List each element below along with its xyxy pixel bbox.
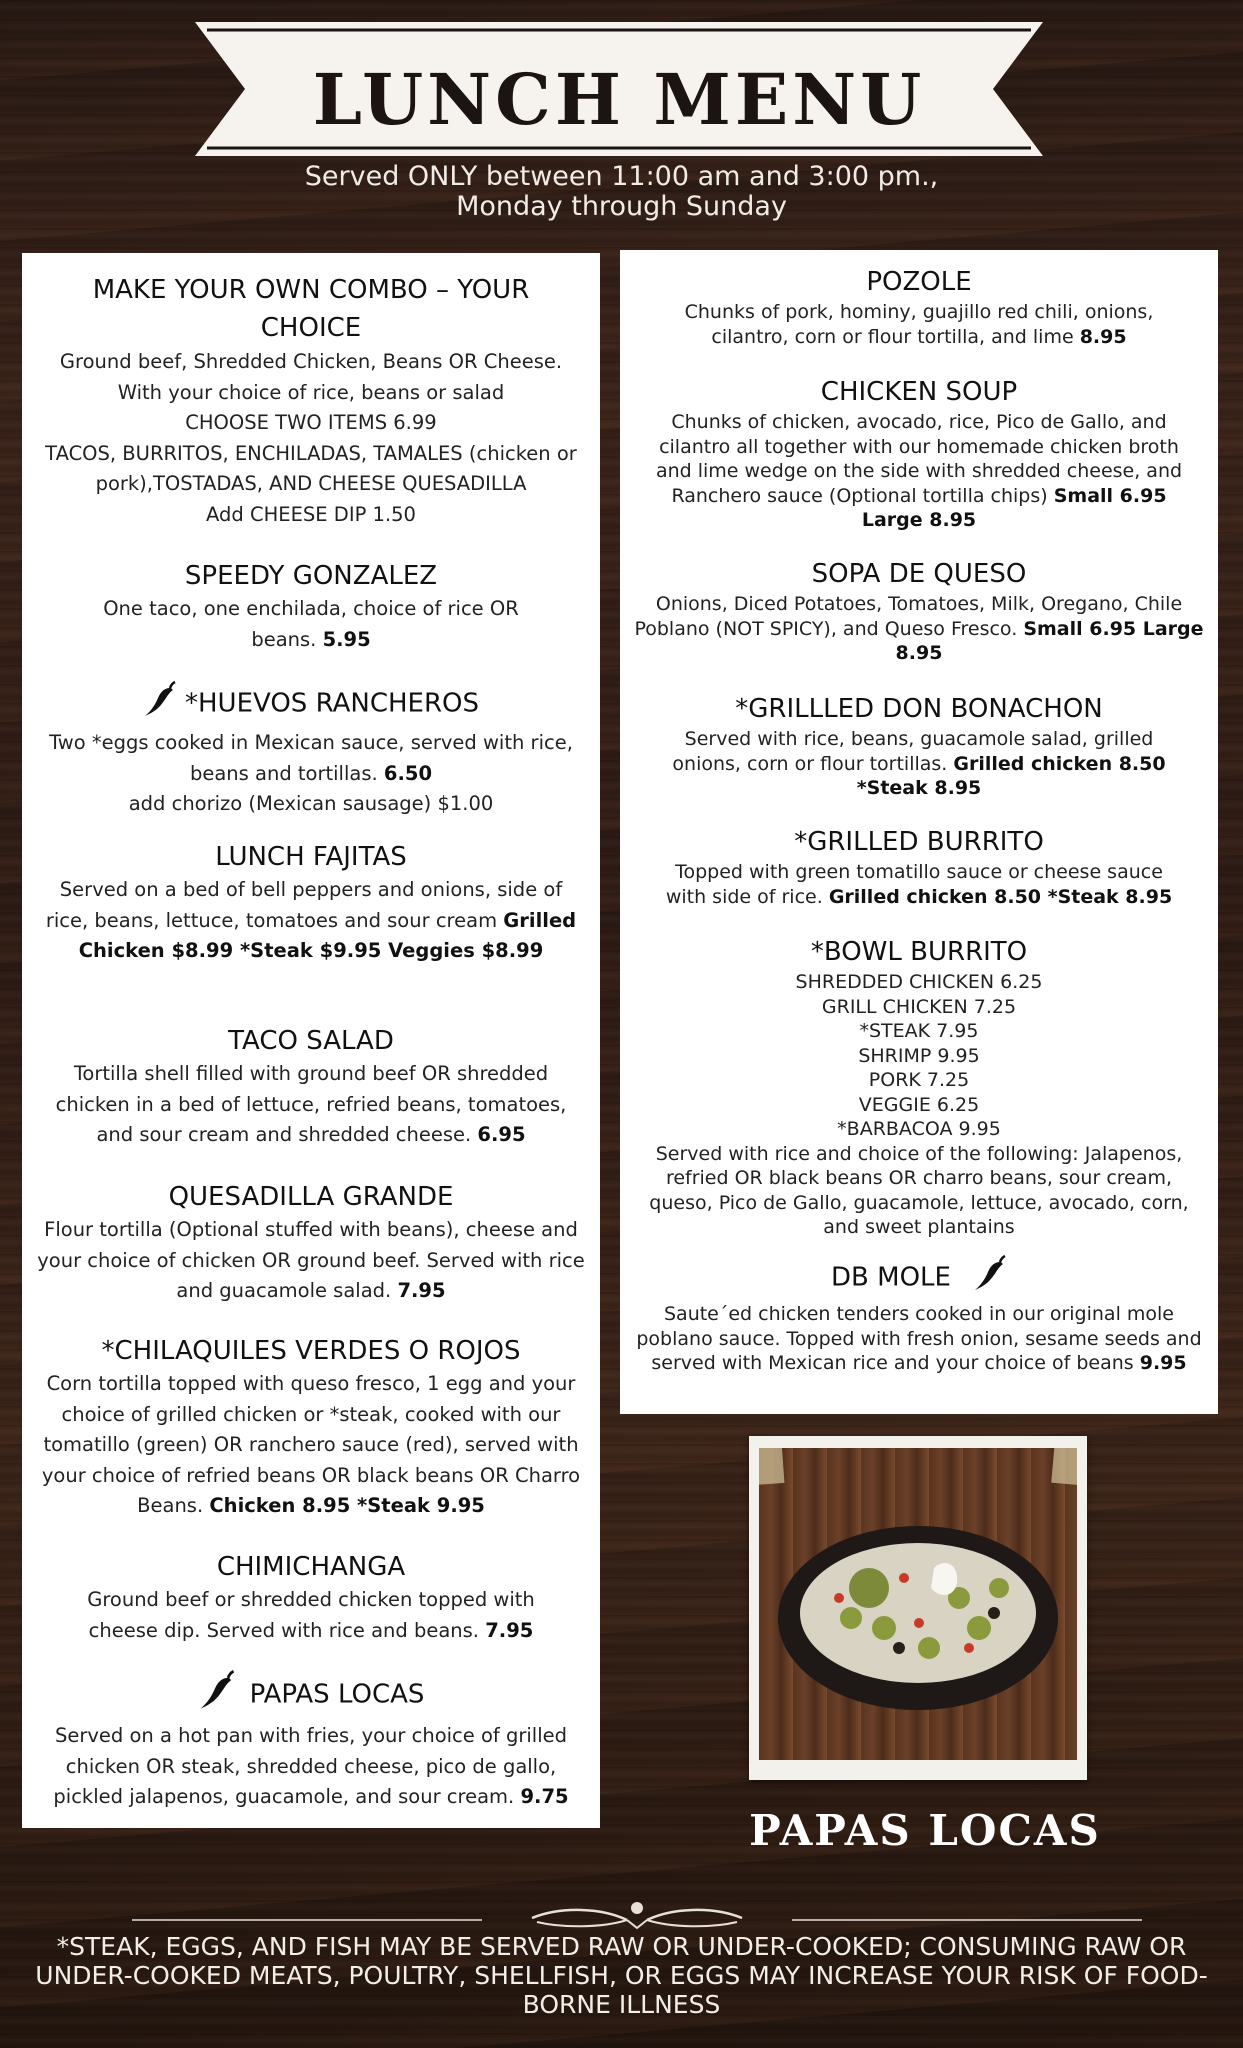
served-line-1: Served ONLY between 11:00 am and 3:00 pm., xyxy=(304,161,939,192)
item-description: Ground beef or shredded chicken topped with cheese dip. Served with rice and beans. xyxy=(87,1588,535,1642)
item-line: With your choice of rice, beans or salad xyxy=(117,380,505,404)
menu-item-quesadilla-grande xyxy=(22,1179,600,1307)
item-price: 7.95 xyxy=(485,1618,534,1642)
item-title: PAPAS LOCAS xyxy=(249,1679,425,1710)
item-description: Served with rice and choice of the following: Jalapenos, refried OR black beans OR charro beans, sour cream, queso, Pico de Gallo, guacamole, lettuce, avocado, corn, and sweet plantains xyxy=(649,1142,1189,1238)
item-description: Tortilla shell filled with ground beef OR shredded chicken in a bed of lettuce, refried beans, tomatoes, and sour cream and shredded cheese. xyxy=(55,1062,567,1146)
menu-item-speedy-gonzalez xyxy=(22,558,600,655)
photo-tape xyxy=(1051,1448,1077,1485)
item-title: *GRILLED BURRITO xyxy=(794,827,1044,857)
disclaimer-line-2: UNDER-COOKED MEATS, POULTRY, SHELLFISH, OR EGGS MAY INCREASE YOUR RISK OF FOOD- xyxy=(35,1961,1208,1990)
bowl-option: SHREDDED CHICKEN 6.25 xyxy=(795,971,1043,993)
disclaimer-line-3: BORNE ILLNESS xyxy=(522,1990,721,2019)
disclaimer-line-1: *STEAK, EGGS, AND FISH MAY BE SERVED RAW OR UNDER-COOKED; CONSUMING RAW OR xyxy=(56,1932,1187,1961)
item-price: Small 6.95 Large 8.95 xyxy=(861,484,1167,531)
item-description: One taco, one enchilada, choice of rice OR beans. xyxy=(103,597,519,651)
item-price: 7.95 xyxy=(397,1279,446,1302)
menu-item-bowl-burrito xyxy=(620,934,1218,1240)
bowl-option: SHRIMP 9.95 xyxy=(858,1044,980,1067)
item-description: Chunks of chicken, avocado, rice, Pico de Gallo, and cilantro all together with our homemade chicken broth and lime wedge on the side with shredded cheese, and Ranchero sauce (Optional tortilla chips) xyxy=(655,411,1183,507)
menu-item-papas-locas xyxy=(22,1669,600,1813)
right-menu-panel xyxy=(620,250,1218,1414)
menu-item-lunch-fajitas xyxy=(22,839,600,967)
bowl-option: VEGGIE 6.25 xyxy=(858,1093,980,1116)
item-description: Saute´ed chicken tenders cooked in our original mole poblano sauce. Topped with fresh onion, sesame seeds and served with Mexican rice and your choice of beans xyxy=(636,1303,1202,1374)
menu-item-chimichanga xyxy=(22,1549,600,1646)
item-line: CHOOSE TWO ITEMS 6.99 xyxy=(185,411,437,434)
left-menu-panel xyxy=(22,253,600,1828)
item-title: LUNCH FAJITAS xyxy=(215,842,407,872)
raw-food-disclaimer xyxy=(20,1932,1223,2019)
item-description: Flour tortilla (Optional stuffed with beans), cheese and your choice of chicken OR ground beef. Served with rice and guacamole salad. xyxy=(37,1218,585,1302)
photo-caption: PAPAS LOCAS xyxy=(749,1806,1101,1855)
item-title: CHICKEN SOUP xyxy=(820,377,1018,407)
bowl-option: *BARBACOA 9.95 xyxy=(837,1118,1001,1140)
menu-item-chilaquiles xyxy=(22,1333,600,1522)
title-banner xyxy=(195,22,1043,156)
item-title: *BOWL BURRITO xyxy=(810,937,1028,967)
menu-item-db-mole xyxy=(620,1254,1218,1376)
item-title: SPEEDY GONZALEZ xyxy=(184,561,438,591)
menu-item-chicken-soup xyxy=(620,374,1218,533)
item-price: Grilled chicken 8.50 *Steak 8.95 xyxy=(828,885,1173,908)
menu-item-don-bonachon xyxy=(620,691,1218,801)
chili-pepper-icon xyxy=(973,1254,1007,1302)
item-title: MAKE YOUR OWN COMBO – YOUR CHOICE xyxy=(92,275,530,343)
menu-item-combo xyxy=(22,271,600,530)
item-title: DB MOLE xyxy=(831,1262,951,1293)
item-description: Served on a hot pan with fries, your choice of grilled chicken OR steak, shredded cheese, pico de gallo, pickled jalapenos, guacamole, and sour cream. xyxy=(53,1724,567,1808)
item-price: 8.95 xyxy=(1079,325,1127,348)
item-title: SOPA DE QUESO xyxy=(811,559,1027,589)
item-description: Served on a bed of bell peppers and onions, side of rice, beans, lettuce, tomatoes and sour cream xyxy=(45,878,563,932)
photo-tape xyxy=(759,1448,784,1485)
item-price: 9.75 xyxy=(520,1785,569,1808)
item-price: Small 6.95 Large 8.95 xyxy=(895,617,1204,664)
menu-item-pozole xyxy=(620,264,1218,349)
item-description: Corn tortilla topped with queso fresco, 1 egg and your choice of grilled chicken or *steak, cooked with our tomatillo (green) OR ranchero sauce (red), served with your choice of refried beans OR black beans OR Charro Beans. xyxy=(41,1372,581,1517)
item-description: Topped with green tomatillo sauce or cheese sauce with side of rice. xyxy=(665,861,1163,908)
served-hours xyxy=(0,162,1243,222)
item-price: 6.95 xyxy=(477,1123,526,1146)
served-line-2: Monday through Sunday xyxy=(456,191,787,222)
bowl-option: *STEAK 7.95 xyxy=(859,1020,979,1042)
item-price: 9.95 xyxy=(1139,1352,1187,1374)
item-description: Two *eggs cooked in Mexican sauce, served with rice, beans and tortillas. xyxy=(49,731,573,785)
item-line: TACOS, BURRITOS, ENCHILADAS, TAMALES (chicken or pork),TOSTADAS, AND CHEESE QUESADILLA xyxy=(45,441,577,495)
item-extra: add chorizo (Mexican sausage) $1.00 xyxy=(128,792,494,815)
food-photo xyxy=(759,1448,1077,1760)
menu-item-taco-salad xyxy=(22,1023,600,1151)
item-price: 5.95 xyxy=(322,627,371,651)
bowl-option: GRILL CHICKEN 7.25 xyxy=(821,995,1017,1018)
item-title: *GRILLLED DON BONACHON xyxy=(735,694,1103,724)
item-description: Chunks of pork, hominy, guajillo red chili, onions, cilantro, corn or flour tortilla, and lime xyxy=(684,301,1154,348)
chili-pepper-icon xyxy=(143,680,177,728)
item-description: Served with rice, beans, guacamole salad, grilled onions, corn or flour tortillas. xyxy=(672,728,1154,775)
menu-item-sopa-de-queso xyxy=(620,556,1218,666)
item-line: Ground beef, Shredded Chicken, Beans OR Cheese. xyxy=(59,350,563,373)
item-title: TACO SALAD xyxy=(228,1026,394,1056)
food-illustration xyxy=(759,1448,1077,1760)
chili-pepper-icon xyxy=(198,1669,236,1721)
item-title: QUESADILLA GRANDE xyxy=(168,1182,454,1212)
menu-title: LUNCH MENU xyxy=(312,58,926,141)
item-title: *HUEVOS RANCHEROS xyxy=(185,688,479,719)
menu-item-grilled-burrito xyxy=(620,824,1218,909)
ornament-divider xyxy=(132,1898,1142,1932)
item-price: Grilled Chicken $8.99 *Steak $9.95 Veggies $8.99 xyxy=(78,908,577,962)
item-title: POZOLE xyxy=(866,267,972,297)
papas-locas-photo xyxy=(749,1436,1087,1780)
item-title: *CHILAQUILES VERDES O ROJOS xyxy=(101,1336,521,1366)
menu-item-huevos-rancheros xyxy=(22,680,600,820)
item-price: 6.50 xyxy=(383,761,433,785)
item-title: CHIMICHANGA xyxy=(216,1552,406,1582)
item-line: Add CHEESE DIP 1.50 xyxy=(206,502,416,526)
bowl-option: PORK 7.25 xyxy=(868,1069,970,1091)
item-description: Onions, Diced Potatoes, Tomatoes, Milk, Oregano, Chile Poblano (NOT SPICY), and Queso Fresco. xyxy=(634,593,1183,640)
item-price: Grilled chicken 8.50 *Steak 8.95 xyxy=(856,752,1166,799)
item-price: Chicken 8.95 *Steak 9.95 xyxy=(209,1494,485,1517)
